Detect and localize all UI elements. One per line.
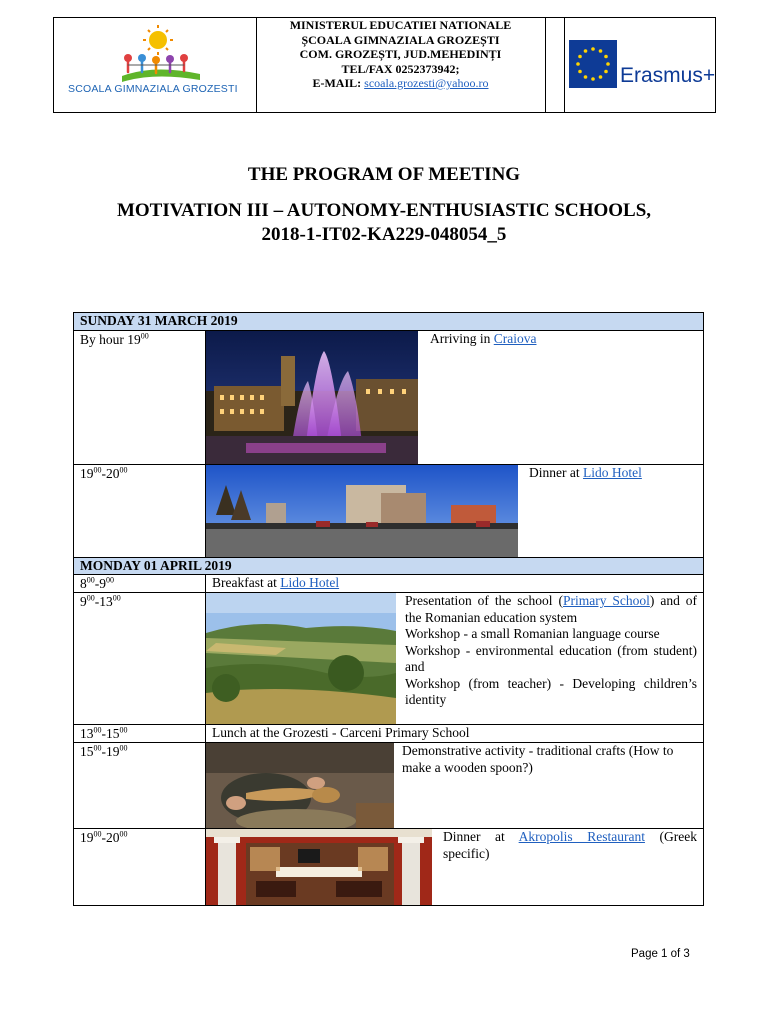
time-cell: $9^{00}-13^{00}$ (80, 593, 121, 609)
table-row (74, 575, 703, 593)
activity-text: Dinner at Akropolis Restaurant (Greek specific) (443, 829, 697, 861)
activity-workshop-language: Workshop - a small Romanian language course (405, 626, 660, 641)
program-title: THE PROGRAM OF MEETING (247, 164, 521, 185)
day-header-sunday (74, 313, 703, 331)
time-cell: $8^{00}-9^{00}$ (80, 575, 114, 591)
activity-text: Arriving in Craiova (430, 331, 537, 346)
activity-text: Lunch at the Grozesti - Carceni Primary School (212, 725, 470, 740)
table-row (74, 743, 703, 829)
grozesti-landscape-photo (206, 593, 396, 724)
project-name: MOTIVATION III – AUTONOMY-ENTHUSIASTIC SCHOOLS, (116, 200, 652, 221)
email-link[interactable]: scoala.grozesti@yahoo.ro (364, 76, 489, 90)
activity-workshop-identity: Workshop (from teacher) - Developing children’s identity (405, 675, 697, 707)
lido-hotel-link[interactable]: Lido Hotel (280, 575, 340, 590)
activity-text: Breakfast at Lido Hotel (212, 575, 340, 590)
lido-hotel-panorama-photo (206, 465, 518, 557)
page-number: Page 1 of 3 (631, 948, 690, 960)
time-cell: By hour $19^{00}$ (80, 331, 149, 347)
school-phone: TEL/FAX 0252373942; (341, 61, 460, 76)
table-row (74, 829, 703, 905)
day-label: MONDAY 01 APRIL 2019 (80, 558, 232, 573)
header-spacer-cell (545, 18, 565, 112)
table-row (74, 593, 703, 725)
primary-school-link[interactable]: Primary School (562, 593, 650, 608)
activity-text: Dinner at Lido Hotel (529, 465, 642, 480)
schedule-table (73, 312, 704, 906)
project-code: 2018-1-IT02-KA229-048054_5 (261, 224, 507, 245)
table-row (74, 725, 703, 743)
activity-text: Demonstrative activity - traditional crafts (How to make a wooden spoon?) (402, 743, 674, 775)
erasmus-logo-cell (564, 18, 715, 112)
lido-hotel-link[interactable]: Lido Hotel (582, 465, 642, 480)
school-logo-cell (54, 18, 257, 112)
school-logo-icon (54, 18, 256, 88)
activity-presentation: Presentation of the school (Primary School) and of the Romanian education system (405, 593, 698, 625)
email-line (256, 76, 545, 91)
email-label: E-MAIL: (312, 76, 362, 90)
craiova-link[interactable]: Craiova (493, 331, 537, 346)
ministry-contact-block (256, 18, 546, 112)
letterhead (53, 17, 716, 113)
time-cell: $19^{00}-20^{00}$ (80, 465, 128, 481)
time-cell: $13^{00}-15^{00}$ (80, 725, 128, 741)
table-row (74, 331, 703, 465)
day-header-monday (74, 558, 703, 575)
akropolis-restaurant-link[interactable]: Akropolis Restaurant (518, 829, 645, 844)
wooden-spoon-craft-photo (206, 743, 394, 828)
school-address: COM. GROZEȘTI, JUD.MEHEDINȚI (299, 47, 502, 61)
akropolis-restaurant-photo (206, 829, 432, 905)
erasmus-logo-text: Erasmus+ (620, 64, 716, 87)
school-name: ȘCOALA GIMNAZIALA GROZEȘTI (301, 32, 500, 47)
day-label: SUNDAY 31 MARCH 2019 (80, 313, 238, 328)
column-divider (205, 575, 206, 592)
column-divider (205, 725, 206, 742)
time-cell: $15^{00}-19^{00}$ (80, 743, 128, 759)
craiova-fountain-photo (206, 331, 418, 464)
eu-flag-icon (569, 40, 617, 88)
activity-workshop-environment: Workshop - environmental education (from student) and (405, 642, 697, 674)
activity-text (405, 593, 697, 709)
school-logo-text: SCOALA GIMNAZIALA GROZESTI (68, 83, 238, 95)
time-cell: $19^{00}-20^{00}$ (80, 829, 128, 845)
ministry-name: MINISTERUL EDUCATIEI NATIONALE (289, 18, 512, 32)
project-title (0, 199, 768, 247)
table-row (74, 465, 703, 558)
